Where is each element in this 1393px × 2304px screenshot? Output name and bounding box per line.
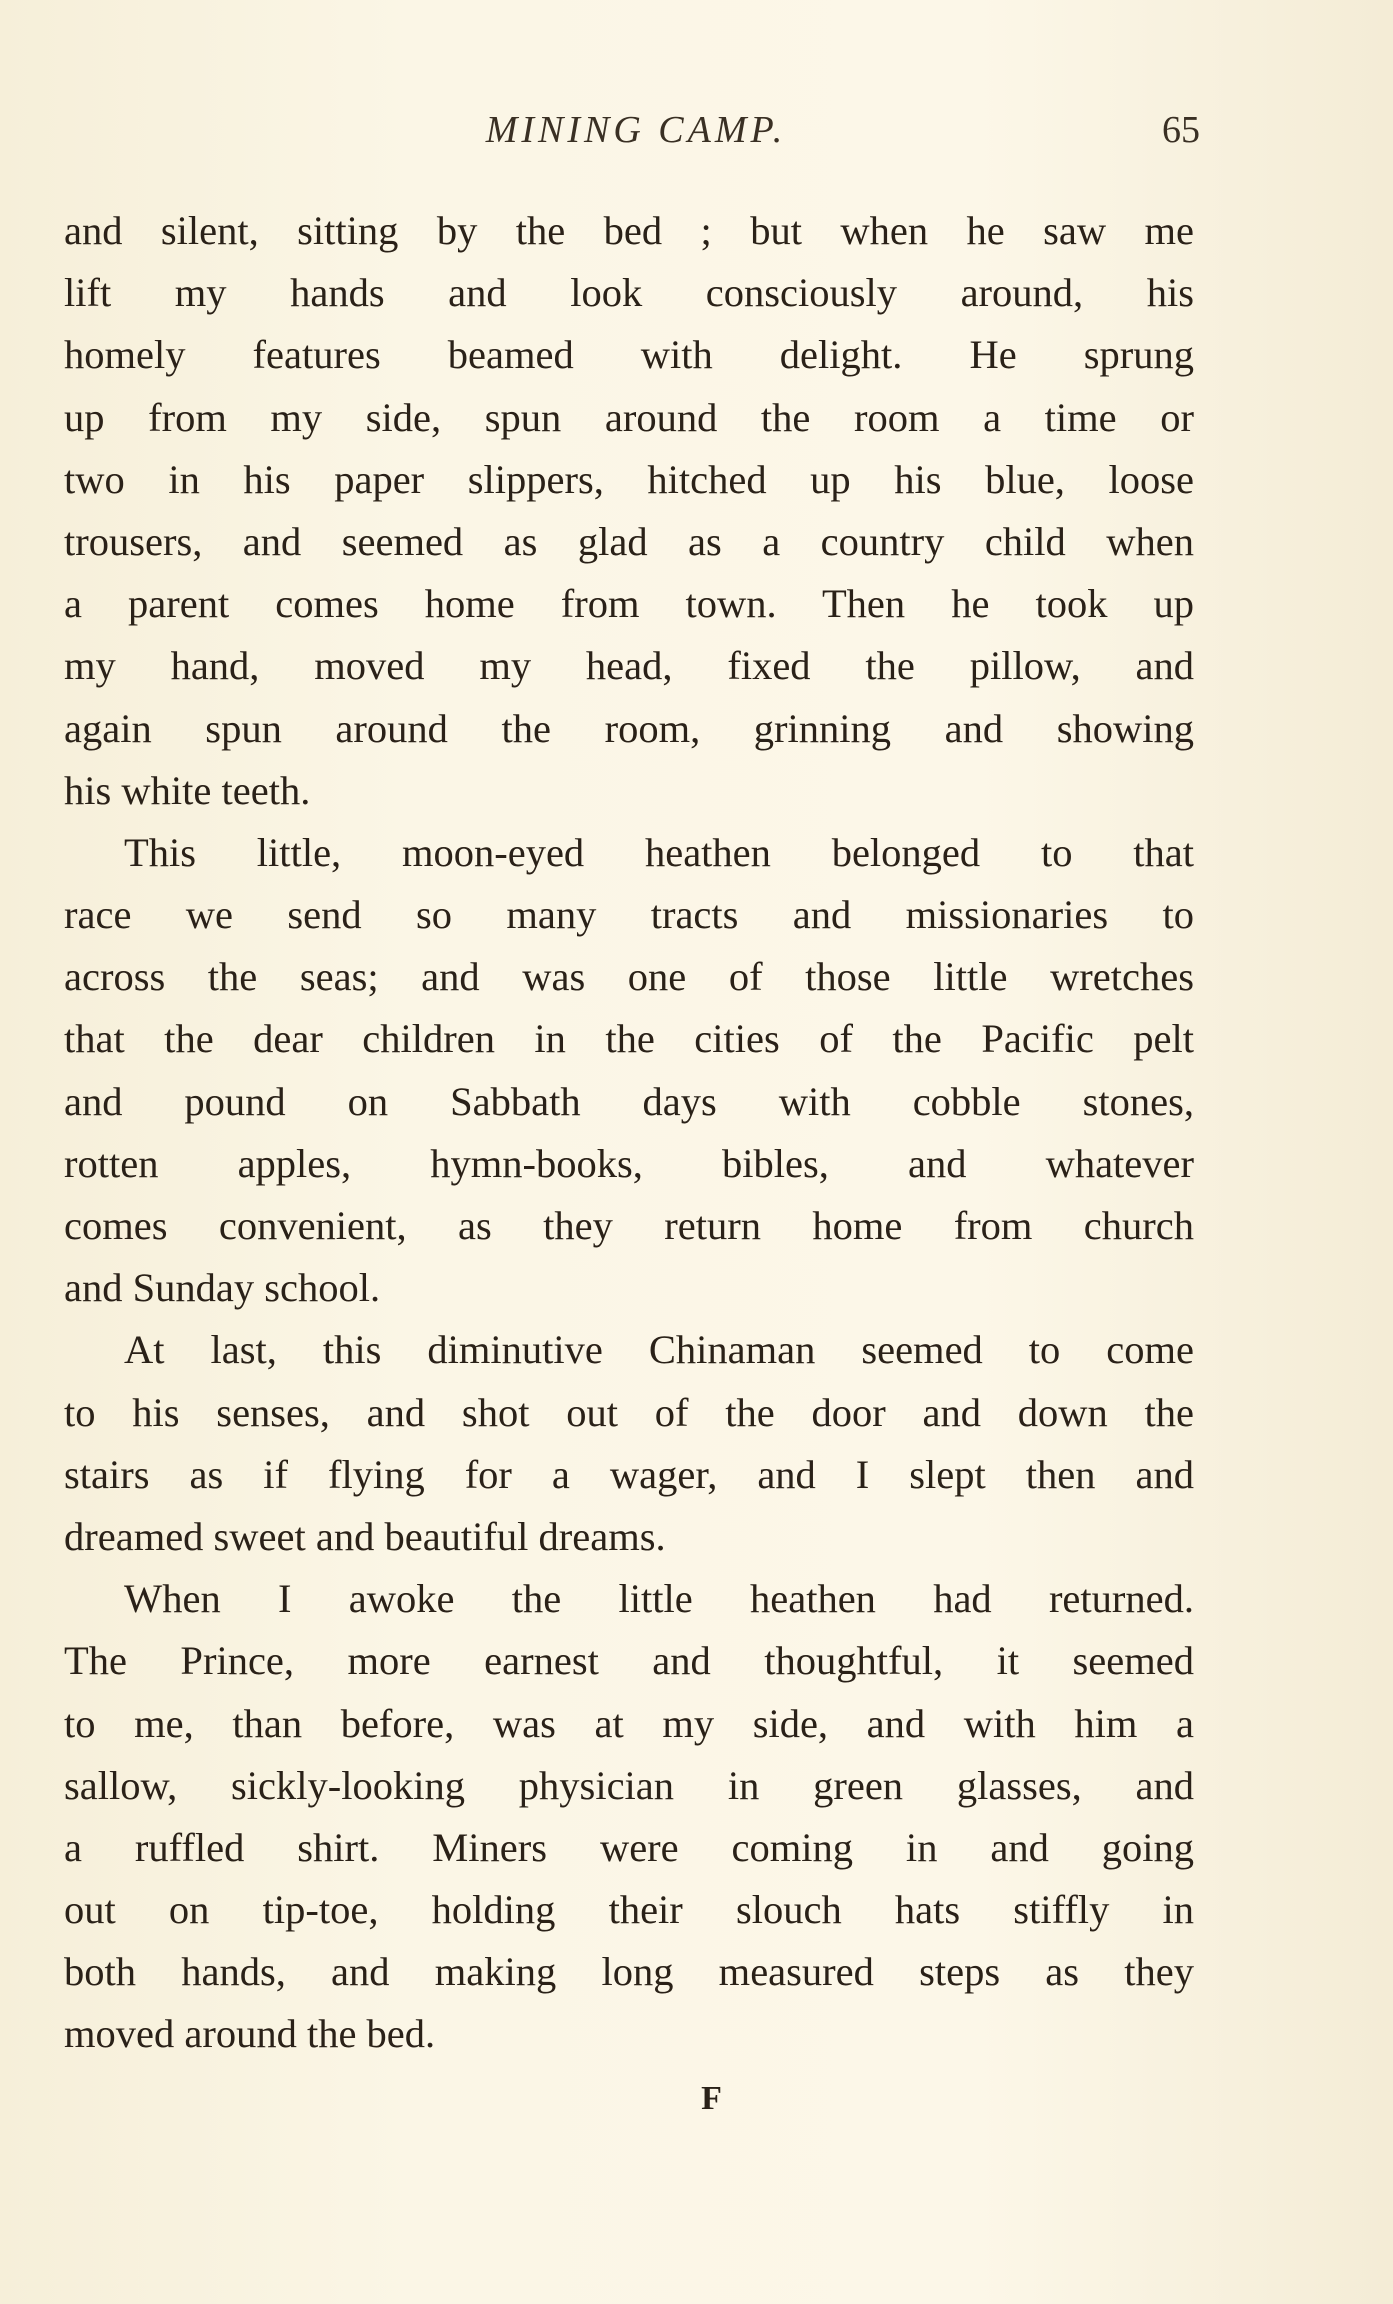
page-number: 65 [1162,109,1200,151]
body-text [64,200,1194,2066]
text-line: my hand, moved my head, fixed the pillow, and [64,643,1194,689]
text-line: comes convenient, as they return home from church [64,1203,1194,1248]
text-line: his white teeth. [64,767,311,813]
text-line: to me, than before, was at my side, and with him a [64,1700,1194,1746]
text-line: rotten apples, hymn-books, bibles, and whatever [64,1140,1194,1186]
text-line: stairs as if flying for a wager, and I slept then and [64,1451,1194,1497]
text-line: a parent comes home from town. Then he took up [64,581,1194,627]
text-line: and silent, sitting by the bed ; but when he saw me [64,208,1194,253]
text-line: This little, moon-eyed heathen belonged to that [124,829,1194,875]
text-line: both hands, and making long measured steps as they [64,1949,1194,1995]
text-line: dreamed sweet and beautiful dreams. [64,1513,666,1559]
text-line: trousers, and seemed as glad as a country child when [64,518,1194,564]
text-line: lift my hands and look consciously around, his [64,270,1194,316]
text-line: sallow, sickly-looking physician in green glasses, and [64,1762,1194,1808]
text-line: again spun around the room, grinning and showing [64,705,1194,751]
text-line: race we send so many tracts and missionaries to [64,892,1194,938]
text-line: that the dear children in the cities of the Pacific pelt [64,1016,1194,1062]
text-line: and Sunday school. [64,1265,381,1311]
running-title: MINING CAMP. [485,109,787,151]
text-line: and pound on Sabbath days with cobble stones, [64,1078,1194,1124]
text-line: up from my side, spun around the room a time or [64,394,1194,440]
text-line: across the seas; and was one of those little wretches [64,954,1194,1000]
text-line: moved around the bed. [64,2011,436,2057]
running-head [72,108,1200,158]
text-line: homely features beamed with delight. He sprung [64,332,1194,378]
text-line: to his senses, and shot out of the door and down the [64,1389,1194,1435]
text-line: two in his paper slippers, hitched up his blue, loose [64,456,1194,502]
text-line: a ruffled shirt. Miners were coming in and going [64,1824,1194,1870]
text-line: When I awoke the little heathen had returned. [124,1576,1194,1622]
text-line: The Prince, more earnest and thoughtful, it seemed [64,1638,1194,1684]
text-line: At last, this diminutive Chinaman seemed to come [124,1327,1194,1373]
signature-mark: F [701,2080,722,2117]
text-line: out on tip-toe, holding their slouch hats stiffly in [64,1887,1194,1933]
